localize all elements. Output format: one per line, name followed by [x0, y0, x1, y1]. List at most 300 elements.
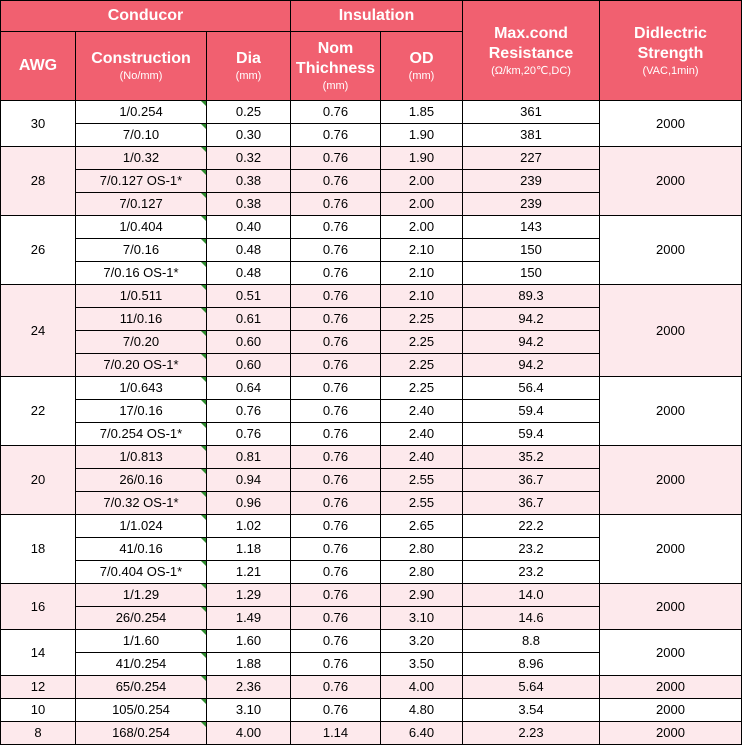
nom-thickness-cell-text: 0.76	[322, 656, 349, 671]
construction-cell	[76, 147, 207, 170]
od-cell	[381, 538, 463, 561]
dielectric-strength-cell	[600, 285, 742, 377]
od-cell-text: 2.80	[408, 564, 435, 579]
dielectric-strength-cell-text: 2000	[656, 702, 685, 717]
nom-thickness-cell	[291, 469, 381, 492]
construction-cell	[76, 170, 207, 193]
dia-cell	[207, 193, 291, 216]
dia-cell	[207, 561, 291, 584]
dia-cell-text: 0.60	[235, 334, 262, 349]
nom-thickness-cell	[291, 331, 381, 354]
resistance-cell-text: 8.8	[521, 633, 541, 648]
resistance-cell	[463, 423, 600, 446]
cell-note-marker	[201, 515, 206, 520]
construction-cell	[76, 377, 207, 400]
construction-cell-text: 41/0.254	[115, 656, 167, 671]
max-cond-resistance-header	[463, 1, 600, 101]
cell-note-marker	[201, 285, 206, 290]
nom-thickness-cell	[291, 193, 381, 216]
od-cell-text: 1.90	[408, 150, 435, 165]
construction-cell	[76, 285, 207, 308]
awg-cell-text: 20	[30, 472, 46, 487]
dielectric-strength-cell-text: 2000	[656, 173, 685, 188]
resistance-cell-text: 59.4	[518, 426, 544, 441]
nom-thickness-cell	[291, 653, 381, 676]
dia-cell	[207, 607, 291, 630]
dielectric-strength-cell-text: 2000	[656, 541, 685, 556]
nom-thickness-cell-text: 0.76	[322, 357, 349, 372]
od-cell-text: 2.10	[408, 288, 435, 303]
dia-cell-text: 2.36	[235, 679, 262, 694]
awg-cell	[1, 584, 76, 630]
resistance-cell-text: 36.7	[518, 472, 544, 487]
nom-thickness-cell	[291, 308, 381, 331]
od-cell	[381, 400, 463, 423]
nom-thickness-cell	[291, 354, 381, 377]
resistance-cell	[463, 653, 600, 676]
od-cell	[381, 699, 463, 722]
nom-thickness-header	[291, 32, 381, 101]
conductor-header: Conducor	[1, 1, 291, 32]
od-cell	[381, 354, 463, 377]
awg-cell-text: 12	[30, 679, 46, 694]
resistance-cell	[463, 147, 600, 170]
nom-thickness-cell-text: 0.76	[322, 403, 349, 418]
construction-cell	[76, 630, 207, 653]
resistance-cell-text: 239	[520, 196, 542, 211]
dia-cell	[207, 538, 291, 561]
dia-cell	[207, 377, 291, 400]
awg-cell	[1, 630, 76, 676]
awg-cell	[1, 285, 76, 377]
nom-thickness-cell	[291, 584, 381, 607]
resistance-cell	[463, 285, 600, 308]
resistance-cell-text: 59.4	[518, 403, 544, 418]
od-cell	[381, 101, 463, 124]
cell-note-marker	[201, 561, 206, 566]
cell-note-marker	[201, 538, 206, 543]
dia-cell	[207, 630, 291, 653]
nom-thickness-cell-text: 0.76	[322, 702, 349, 717]
dia-cell-text: 0.32	[235, 150, 262, 165]
construction-cell-text: 7/0.32 OS-1*	[103, 495, 179, 510]
construction-cell-text: 7/0.16	[122, 242, 160, 257]
resistance-cell	[463, 584, 600, 607]
dia-cell	[207, 515, 291, 538]
dia-cell-text: 0.38	[235, 196, 262, 211]
construction-cell	[76, 722, 207, 745]
dielectric-strength-cell	[600, 722, 742, 745]
nom-thickness-cell-text: 0.76	[322, 449, 349, 464]
cell-note-marker	[201, 147, 206, 152]
resistance-cell	[463, 676, 600, 699]
od-cell	[381, 653, 463, 676]
nom-thickness-cell	[291, 515, 381, 538]
resistance-cell-text: 94.2	[518, 311, 544, 326]
cell-note-marker	[201, 400, 206, 405]
dia-cell-text: 3.10	[235, 702, 262, 717]
od-cell	[381, 193, 463, 216]
construction-cell-text: 7/0.254 OS-1*	[99, 426, 183, 441]
construction-cell-text: 1/0.404	[119, 219, 163, 234]
table-row	[1, 676, 742, 699]
construction-cell	[76, 699, 207, 722]
construction-cell-text: 11/0.16	[119, 311, 163, 326]
dielectric-strength-label: Didlectric Strength	[634, 24, 707, 62]
table-row	[1, 722, 742, 745]
resistance-cell	[463, 239, 600, 262]
table-row	[1, 699, 742, 722]
table-row	[1, 285, 742, 308]
awg-header: AWG	[1, 32, 76, 101]
od-cell-text: 2.80	[408, 541, 435, 556]
nom-thickness-cell-text: 0.76	[322, 265, 349, 280]
construction-cell	[76, 193, 207, 216]
dia-cell	[207, 354, 291, 377]
od-cell	[381, 308, 463, 331]
dia-cell-text: 0.51	[235, 288, 262, 303]
construction-cell-text: 7/0.20	[122, 334, 160, 349]
dia-cell	[207, 239, 291, 262]
resistance-cell-text: 35.2	[518, 449, 544, 464]
dielectric-strength-cell	[600, 584, 742, 630]
dielectric-strength-cell-text: 2000	[656, 725, 685, 740]
cell-note-marker	[201, 193, 206, 198]
construction-cell	[76, 331, 207, 354]
dia-cell-text: 0.48	[235, 242, 262, 257]
resistance-cell-text: 3.54	[518, 702, 544, 717]
construction-unit: (No/mm)	[119, 70, 163, 82]
od-cell-text: 2.40	[408, 403, 435, 418]
cell-note-marker	[201, 101, 206, 106]
od-cell-text: 2.55	[408, 472, 435, 487]
nom-thickness-cell	[291, 699, 381, 722]
dielectric-strength-cell-text: 2000	[656, 403, 685, 418]
dia-cell	[207, 400, 291, 423]
dielectric-strength-cell	[600, 676, 742, 699]
dia-cell-text: 1.18	[235, 541, 262, 556]
construction-cell	[76, 676, 207, 699]
resistance-cell	[463, 630, 600, 653]
construction-cell	[76, 216, 207, 239]
table-body	[1, 101, 742, 745]
resistance-cell	[463, 124, 600, 147]
dielectric-strength-cell-text: 2000	[656, 472, 685, 487]
od-cell	[381, 170, 463, 193]
resistance-cell	[463, 722, 600, 745]
od-cell	[381, 377, 463, 400]
resistance-cell-text: 56.4	[518, 380, 544, 395]
resistance-cell-text: 89.3	[518, 288, 544, 303]
construction-cell	[76, 607, 207, 630]
dia-cell-text: 0.94	[235, 472, 262, 487]
table-row	[1, 515, 742, 538]
od-cell	[381, 469, 463, 492]
nom-thickness-cell	[291, 170, 381, 193]
awg-cell	[1, 515, 76, 584]
construction-cell-text: 7/0.10	[122, 127, 160, 142]
dia-unit: (mm)	[235, 70, 262, 82]
construction-cell-text: 41/0.16	[119, 541, 163, 556]
nom-thickness-cell-text: 0.76	[322, 495, 349, 510]
dia-cell-text: 4.00	[235, 725, 262, 740]
od-cell-text: 3.20	[408, 633, 435, 648]
cell-note-marker	[201, 699, 206, 704]
awg-cell-text: 8	[34, 725, 42, 740]
cell-note-marker	[201, 584, 206, 589]
cell-note-marker	[201, 653, 206, 658]
construction-cell	[76, 446, 207, 469]
dia-cell	[207, 170, 291, 193]
resistance-cell-text: 150	[520, 265, 542, 280]
nom-thickness-cell	[291, 492, 381, 515]
od-cell-text: 2.25	[408, 311, 435, 326]
od-cell	[381, 630, 463, 653]
nom-thickness-cell	[291, 239, 381, 262]
od-cell-text: 2.00	[408, 219, 435, 234]
dia-cell-text: 0.76	[235, 403, 262, 418]
table-row	[1, 584, 742, 607]
awg-cell-text: 14	[30, 644, 46, 660]
construction-cell-text: 1/0.813	[119, 449, 163, 464]
resistance-cell	[463, 469, 600, 492]
resistance-cell	[463, 331, 600, 354]
construction-cell-text: 1/0.643	[119, 380, 163, 395]
nom-thickness-cell-text: 0.76	[322, 242, 349, 257]
dia-cell	[207, 101, 291, 124]
construction-header	[76, 32, 207, 101]
nom-thickness-cell-text: 0.76	[322, 541, 349, 556]
resistance-cell	[463, 262, 600, 285]
nom-thickness-cell	[291, 377, 381, 400]
nom-thickness-cell-text: 0.76	[322, 518, 349, 533]
nom-thickness-cell	[291, 561, 381, 584]
od-cell-text: 2.10	[408, 242, 435, 257]
od-cell	[381, 607, 463, 630]
nom-thickness-label: Nom Thichness	[295, 40, 376, 77]
construction-label: Construction	[91, 50, 191, 67]
construction-cell-text: 1/0.511	[119, 288, 163, 303]
cell-note-marker	[201, 630, 206, 635]
cell-note-marker	[201, 377, 206, 382]
construction-cell-text: 7/0.127 OS-1*	[99, 173, 183, 188]
awg-cell	[1, 147, 76, 216]
construction-cell	[76, 538, 207, 561]
od-cell	[381, 423, 463, 446]
od-cell	[381, 722, 463, 745]
od-cell	[381, 285, 463, 308]
nom-thickness-cell	[291, 124, 381, 147]
construction-cell-text: 168/0.254	[112, 725, 170, 740]
resistance-cell	[463, 400, 600, 423]
awg-cell-text: 10	[30, 702, 46, 717]
construction-cell-text: 1/1.60	[122, 633, 160, 648]
nom-thickness-cell	[291, 722, 381, 745]
od-cell	[381, 515, 463, 538]
resistance-cell	[463, 538, 600, 561]
cell-note-marker	[201, 308, 206, 313]
nom-thickness-unit: (mm)	[322, 80, 349, 92]
table-row	[1, 101, 742, 124]
dia-cell-text: 0.61	[235, 311, 262, 326]
awg-cell-text: 22	[30, 403, 46, 418]
od-cell	[381, 492, 463, 515]
od-label: OD	[409, 50, 434, 67]
construction-cell	[76, 584, 207, 607]
construction-cell	[76, 262, 207, 285]
resistance-cell-text: 381	[520, 127, 542, 142]
nom-thickness-cell-text: 0.76	[322, 196, 349, 211]
dia-cell	[207, 469, 291, 492]
dia-cell-text: 1.88	[235, 656, 262, 671]
dia-cell-text: 1.60	[235, 633, 262, 648]
dia-cell	[207, 147, 291, 170]
dia-cell-text: 0.76	[235, 426, 262, 441]
construction-cell-text: 26/0.16	[119, 472, 163, 487]
nom-thickness-cell-text: 0.76	[322, 564, 349, 579]
dielectric-strength-unit: (VAC,1min)	[642, 64, 699, 77]
od-cell-text: 3.50	[408, 656, 435, 671]
nom-thickness-cell-text: 0.76	[322, 173, 349, 188]
cell-note-marker	[201, 354, 206, 359]
dia-cell	[207, 216, 291, 239]
nom-thickness-cell-text: 0.76	[322, 610, 349, 625]
max-cond-resistance-label: Max.cond Resistance	[488, 24, 574, 62]
nom-thickness-cell-text: 0.76	[322, 219, 349, 234]
dielectric-strength-cell-text: 2000	[656, 679, 685, 694]
od-cell-text: 2.10	[408, 265, 435, 280]
od-cell	[381, 331, 463, 354]
construction-cell-text: 7/0.16 OS-1*	[103, 265, 179, 280]
dia-cell-text: 0.25	[235, 104, 262, 119]
insulation-header: Insulation	[291, 1, 463, 32]
awg-cell	[1, 699, 76, 722]
dia-cell	[207, 492, 291, 515]
cell-note-marker	[201, 216, 206, 221]
resistance-cell	[463, 377, 600, 400]
awg-cell	[1, 722, 76, 745]
nom-thickness-cell-text: 0.76	[322, 472, 349, 487]
dia-label: Dia	[236, 50, 261, 67]
od-cell	[381, 584, 463, 607]
resistance-cell	[463, 446, 600, 469]
dia-cell	[207, 584, 291, 607]
nom-thickness-cell-text: 0.76	[322, 127, 349, 142]
dia-header	[207, 32, 291, 101]
od-cell-text: 2.65	[408, 518, 435, 533]
resistance-cell-text: 36.7	[518, 495, 544, 510]
dia-cell-text: 0.38	[235, 173, 262, 188]
dielectric-strength-cell	[600, 515, 742, 584]
construction-cell	[76, 239, 207, 262]
nom-thickness-cell	[291, 147, 381, 170]
resistance-cell-text: 2.23	[518, 725, 544, 740]
construction-cell	[76, 653, 207, 676]
resistance-cell	[463, 515, 600, 538]
nom-thickness-cell	[291, 423, 381, 446]
dielectric-strength-cell	[600, 699, 742, 722]
resistance-cell-text: 227	[520, 150, 542, 165]
awg-cell-text: 18	[30, 541, 46, 556]
dia-cell-text: 1.21	[235, 564, 262, 579]
construction-cell	[76, 423, 207, 446]
resistance-cell	[463, 492, 600, 515]
nom-thickness-cell-text: 0.76	[322, 150, 349, 165]
cell-note-marker	[201, 492, 206, 497]
construction-cell	[76, 400, 207, 423]
nom-thickness-cell	[291, 400, 381, 423]
nom-thickness-cell-text: 0.76	[322, 288, 349, 303]
construction-cell-text: 7/0.127	[119, 196, 163, 211]
nom-thickness-cell-text: 0.76	[322, 104, 349, 119]
dia-cell	[207, 446, 291, 469]
resistance-cell-text: 23.2	[518, 541, 544, 556]
resistance-cell	[463, 699, 600, 722]
dielectric-strength-cell	[600, 630, 742, 676]
awg-cell-text: 24	[30, 322, 46, 338]
nom-thickness-cell-text: 0.76	[322, 679, 349, 694]
od-header	[381, 32, 463, 101]
od-cell	[381, 561, 463, 584]
construction-cell-text: 1/1.024	[119, 518, 163, 533]
construction-cell	[76, 469, 207, 492]
resistance-cell-text: 143	[520, 219, 542, 234]
resistance-cell-text: 14.0	[518, 587, 544, 602]
od-cell-text: 2.25	[408, 357, 435, 372]
od-cell	[381, 446, 463, 469]
cell-note-marker	[201, 469, 206, 474]
od-cell-text: 2.40	[408, 449, 435, 464]
nom-thickness-cell-text: 0.76	[322, 380, 349, 395]
construction-cell-text: 1/0.32	[122, 150, 160, 165]
dielectric-strength-cell-text: 2000	[656, 644, 685, 660]
resistance-cell	[463, 561, 600, 584]
dia-cell	[207, 699, 291, 722]
nom-thickness-cell	[291, 607, 381, 630]
resistance-cell	[463, 101, 600, 124]
table-row	[1, 377, 742, 400]
od-cell-text: 2.00	[408, 173, 435, 188]
dia-cell-text: 0.64	[235, 380, 262, 395]
awg-cell	[1, 377, 76, 446]
nom-thickness-cell	[291, 216, 381, 239]
resistance-cell-text: 22.2	[518, 518, 544, 533]
resistance-cell	[463, 216, 600, 239]
dielectric-strength-header	[600, 1, 742, 101]
table-row	[1, 147, 742, 170]
nom-thickness-cell	[291, 262, 381, 285]
dielectric-strength-cell	[600, 446, 742, 515]
resistance-cell	[463, 170, 600, 193]
od-cell-text: 1.85	[408, 104, 435, 119]
od-cell-text: 2.90	[408, 587, 435, 602]
nom-thickness-cell	[291, 538, 381, 561]
resistance-cell-text: 361	[520, 104, 542, 119]
dia-cell	[207, 423, 291, 446]
dia-cell-text: 0.40	[235, 219, 262, 234]
resistance-cell	[463, 607, 600, 630]
construction-cell-text: 26/0.254	[115, 610, 167, 625]
resistance-cell-text: 94.2	[518, 357, 544, 372]
resistance-cell-text: 5.64	[518, 679, 544, 694]
od-cell-text: 4.00	[408, 679, 435, 694]
awg-cell-text: 28	[30, 173, 46, 188]
nom-thickness-cell	[291, 285, 381, 308]
cell-note-marker	[201, 676, 206, 681]
dia-cell-text: 0.60	[235, 357, 262, 372]
nom-thickness-cell-text: 0.76	[322, 334, 349, 349]
cell-note-marker	[201, 331, 206, 336]
